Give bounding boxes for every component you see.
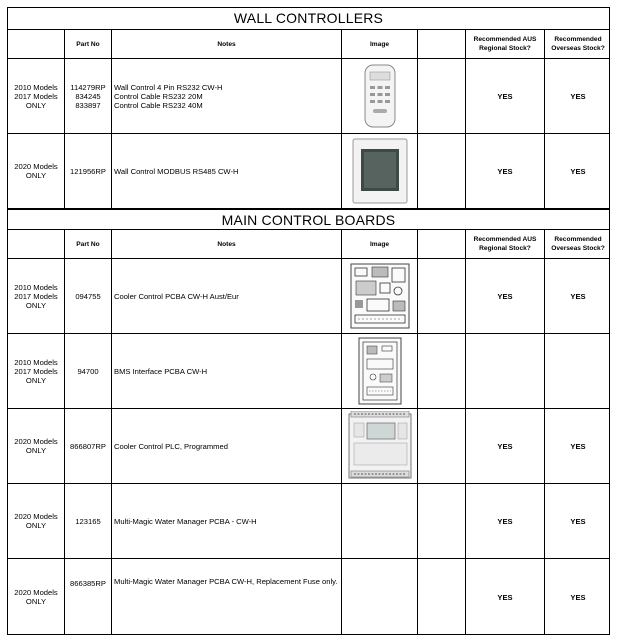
- table-row: [8, 259, 609, 334]
- blank-header: [418, 230, 466, 258]
- wall-remote-image: [363, 64, 397, 128]
- blank-cell: [418, 559, 466, 635]
- image-cell: [342, 409, 418, 483]
- blank-cell: [418, 334, 466, 408]
- part-no-cell: 123165: [65, 484, 112, 558]
- models-cell: 2010 Models 2017 Models ONLY: [8, 334, 65, 408]
- section-title-wall-controllers: WALL CONTROLLERS: [8, 8, 609, 30]
- image-cell: [342, 134, 418, 208]
- aus-stock-cell: YES: [466, 409, 545, 483]
- notes-cell: Wall Control 4 Pin RS232 CW-H Control Cable RS232 20M Control Cable RS232 40M: [112, 59, 342, 133]
- overseas-stock-cell: YES: [570, 291, 586, 301]
- blank-cell: [418, 134, 466, 208]
- overseas-stock-cell: YES: [570, 516, 586, 526]
- notes-cell: Cooler Control PLC, Programmed: [112, 409, 342, 483]
- notes-cell: Cooler Control PCBA CW-H Aust/Eur: [112, 259, 342, 333]
- table-row: [8, 484, 609, 559]
- models-cell: 2020 Models ONLY: [8, 409, 65, 483]
- models-cell: 2010 Models 2017 Models ONLY: [8, 259, 65, 333]
- part-no-cell: 866807RP: [65, 409, 112, 483]
- aus-stock-cell: YES: [466, 59, 545, 133]
- image-cell: [342, 259, 418, 333]
- models-header: [8, 230, 65, 258]
- table-row: [8, 559, 609, 635]
- aus-stock-cell: YES: [466, 259, 545, 333]
- part-no-cell: 866385RP: [65, 559, 112, 635]
- table-row: [8, 59, 609, 134]
- blank-cell: [418, 259, 466, 333]
- notes-cell: Multi-Magic Water Manager PCBA CW-H, Replacement Fuse only.: [112, 559, 342, 635]
- part-no-header: Part No: [65, 230, 112, 258]
- part-no-cell: 121956RP: [65, 134, 112, 208]
- overseas-stock-cell: [545, 334, 611, 408]
- aus-stock-cell: [466, 334, 545, 408]
- notes-cell: Multi-Magic Water Manager PCBA - CW-H: [112, 484, 342, 558]
- overseas-stock-header: Recommended Overseas Stock?: [551, 236, 605, 252]
- image-cell: [342, 334, 418, 408]
- notes-header: Notes: [112, 230, 342, 258]
- part-no-cell: 094755: [65, 259, 112, 333]
- image-cell: [342, 484, 418, 558]
- part-no-cell: 114279RP 834245 833897: [65, 59, 112, 133]
- overseas-stock-cell: YES: [570, 91, 586, 101]
- image-cell: [342, 559, 418, 635]
- table-row: [8, 409, 609, 484]
- image-header: Image: [342, 230, 418, 258]
- models-cell: 2020 Models ONLY: [8, 134, 65, 208]
- aus-stock-cell: YES: [466, 559, 545, 635]
- table-header-row: [8, 30, 609, 59]
- models-cell: 2010 Models 2017 Models ONLY: [8, 59, 65, 133]
- blank-header: [418, 30, 466, 58]
- aus-stock-header: Recommended AUS Regional Stock?: [466, 30, 545, 58]
- overseas-stock-cell: YES: [570, 592, 586, 602]
- table-row: [8, 134, 609, 209]
- overseas-stock-header: Recommended Overseas Stock?: [551, 36, 605, 52]
- notes-cell: BMS Interface PCBA CW-H: [112, 334, 342, 408]
- pcb-image: [350, 263, 410, 329]
- touch-panel-image: [352, 138, 408, 204]
- blank-cell: [418, 409, 466, 483]
- plc-image: [348, 411, 412, 481]
- models-cell: 2020 Models ONLY: [8, 559, 65, 635]
- section-title-main-control-boards: MAIN CONTROL BOARDS: [8, 209, 609, 230]
- overseas-stock-cell: YES: [570, 441, 586, 451]
- aus-stock-header: Recommended AUS Regional Stock?: [466, 230, 545, 258]
- bms-board-image: [358, 337, 402, 405]
- models-header: [8, 30, 65, 58]
- notes-cell: Wall Control MODBUS RS485 CW-H: [112, 134, 342, 208]
- aus-stock-cell: YES: [466, 134, 545, 208]
- aus-stock-cell: YES: [466, 484, 545, 558]
- part-no-header: Part No: [65, 30, 112, 58]
- overseas-stock-cell: YES: [570, 166, 586, 176]
- image-cell: [342, 59, 418, 133]
- notes-header: Notes: [112, 30, 342, 58]
- table-row: [8, 334, 609, 409]
- image-header: Image: [342, 30, 418, 58]
- parts-table: [7, 7, 610, 635]
- part-no-cell: 94700: [65, 334, 112, 408]
- blank-cell: [418, 59, 466, 133]
- table-header-row: [8, 230, 609, 259]
- blank-cell: [418, 484, 466, 558]
- models-cell: 2020 Models ONLY: [8, 484, 65, 558]
